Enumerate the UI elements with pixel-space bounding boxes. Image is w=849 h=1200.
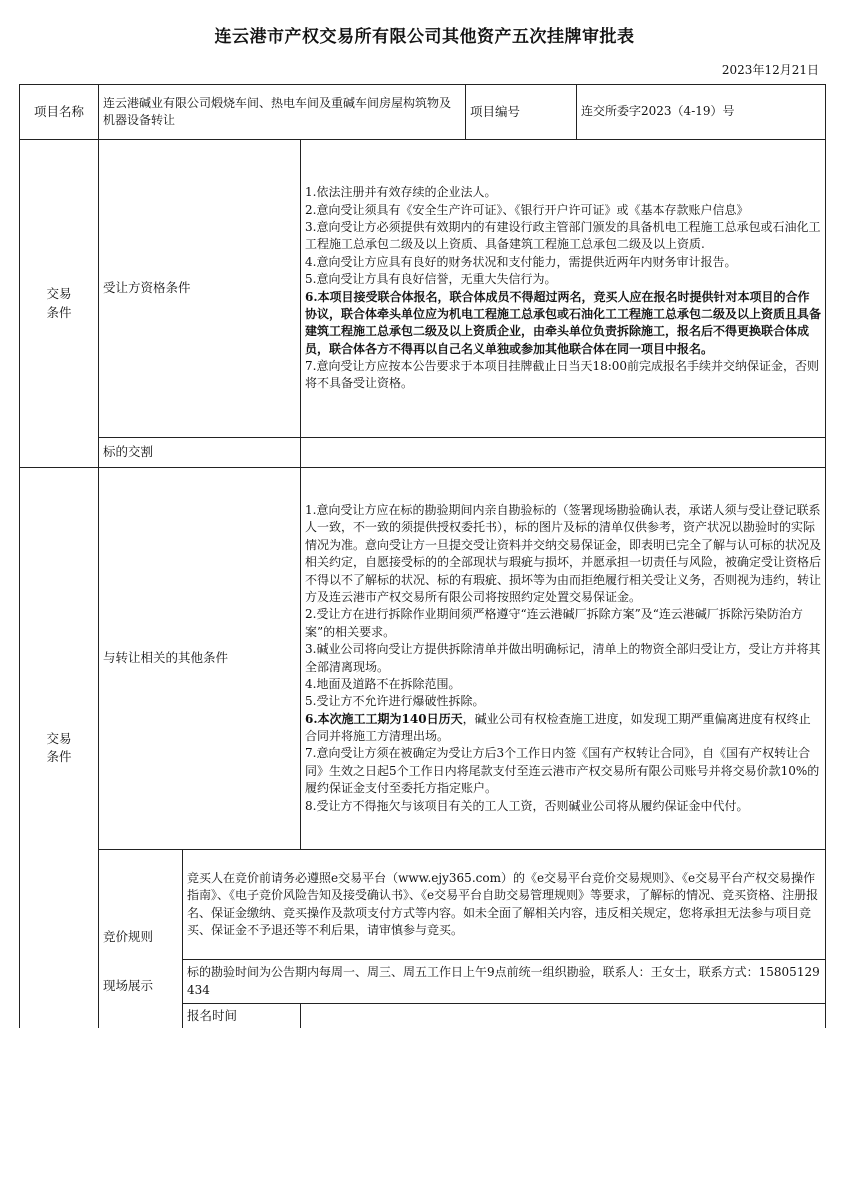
project-header-row <box>20 85 826 140</box>
qualification-item: 2.意向受让须具有《安全生产许可证》、《银行开户许可证》或《基本存款账户信息》 <box>305 202 749 217</box>
section2-label <box>20 468 99 1029</box>
condition-item: 5.受让方不允许进行爆破性拆除。 <box>305 694 485 709</box>
document-title: 连云港市产权交易所有限公司其他资产五次挂牌审批表 <box>214 27 635 47</box>
qualification-list <box>301 140 826 438</box>
signup-label: 报名时间 <box>183 1004 301 1029</box>
condition-item: 4.地面及道路不在拆除范围。 <box>305 676 461 691</box>
condition-item: 2.受让方在进行拆除作业期间须严格遵守“连云港碱厂拆除方案”及“连云港碱厂拆除污染防治方案”的相关要求。 <box>305 607 803 639</box>
section2-label-line2: 条件 <box>46 749 72 765</box>
split-value <box>301 438 826 468</box>
project-name-value: 连云港碱业有限公司煅烧车间、热电车间及重碱车间房屋构筑物及机器设备转让 <box>99 85 466 140</box>
qualification-item: 7.意向受让方应按本公告要求于本项目挂牌截止日当天18:00前完成报名手续并交纳保证金，否则将不具备受让资格。 <box>305 359 820 391</box>
condition-item <box>305 711 821 746</box>
qualification-item: 3.意向受让方必须提供有效期内的有建设行政主管部门颁发的具备机电工程施工总承包或石油化工工程施工总承包二级及以上资质、具备建筑工程施工总承包二级及以上资质. <box>305 219 821 252</box>
condition-item: 1.意向受让方应在标的勘验期间内亲自勘验标的（签署现场勘验确认表，承诺人须与受让登记联系人一致，不一致的须提供授权委托书），标的图片及标的清单仅供参考，资产状况以勘验时的实际情况为准。意向受让方一旦提交受让资料并交纳交易保证金，即表明已完全了解与认可标的状况及相关约定，自愿接受标的的全部现状与瑕疵与损坏，并愿承担一切责任与风险，被确定受让资格后不得以不了解标的状况、标的有瑕疵、损坏等为由而拒绝履行相关受让义务，否则视为违约，转让方及连云港市产权交易所有限公司将按照约定处置交易保证金。 <box>305 502 822 604</box>
section2-label-line1: 交易 <box>46 730 72 746</box>
section1-label-line2: 条件 <box>46 304 72 320</box>
site-display-label: 现场展示 <box>103 978 154 993</box>
project-no-label: 项目编号 <box>466 85 577 140</box>
condition-item6-rest: ，碱业公司有权检查施工进度，如发现工期严重偏离进度有权终止合同并将施工方清理出场。 <box>305 711 811 744</box>
other-conditions-list <box>301 468 826 850</box>
bidding-label: 竞价规则 <box>103 929 154 944</box>
condition-item: 8.受让方不得拖欠与该项目有关的工人工资，否则碱业公司将从履约保证金中代付。 <box>305 798 749 813</box>
qualification-label: 受让方资格条件 <box>99 140 301 438</box>
condition-item6-bold: 6.本次施工工期为140日历天 <box>305 711 463 726</box>
bidding-value: 竞买人在竞价前请务必遵照e交易平台（www.ejy365.com）的《e交易平台竞价交易规则》、《e交易平台产权交易操作指南》、《电子竞价风险告知及接受确认书》、《e交易平台自助交易管理规则》等要求，了解标的情况、竞买资格、注册报名、保证金缴纳、竞买操作及款项支付方式等内容。如未全面了解相关内容，违反相关规定，您将承担无法参与项目竞买、保证金不予退还等不利后果，请审慎参与竞买。 <box>183 850 826 960</box>
site-display-value: 标的勘验时间为公告期内每周一、周三、周五工作日上午9点前统一组织勘验，联系人：王女士，联系方式：15805129434 <box>183 960 826 1004</box>
section1-label <box>20 140 99 468</box>
project-name-label: 项目名称 <box>20 85 99 140</box>
approval-form-table <box>19 84 826 1028</box>
qualification-item-bold: 6.本项目接受联合体报名，联合体成员不得超过两名，竞买人应在报名时提供针对本项目的合作协议，联合体牵头单位应为机电工程施工总承包或石油化工工程施工总承包二级及以上资质且具备建筑工程施工总承包二级及以上资质企业，由牵头单位负责拆除施工，报名后不得更换联合体成员，联合体各方不得再以自己名义单独或参加其他联合体在同一项目中报名。 <box>305 289 822 356</box>
section1-label-line1: 交易 <box>46 286 72 302</box>
signup-value <box>301 1004 826 1029</box>
document-date: 2023年12月21日 <box>721 63 819 77</box>
other-conditions-label: 与转让相关的其他条件 <box>99 468 301 850</box>
split-label: 标的交割 <box>99 438 301 468</box>
qualification-item: 1.依法注册并有效存续的企业法人。 <box>305 185 497 200</box>
qualification-item: 5.意向受让方具有良好信誉，无重大失信行为。 <box>305 272 557 287</box>
condition-item: 3.碱业公司将向受让方提供拆除清单并做出明确标记，清单上的物资全部归受让方，受让方并将其全部清离现场。 <box>305 642 821 674</box>
condition-item: 7.意向受让方须在被确定为受让方后3个工作日内签《国有产权转让合同》，自《国有产权转让合同》生效之日起5个工作日内将尾款支付至连云港市产权交易所有限公司账号并将交易价款10%的履约保证金支付至委托方指定账户。 <box>305 746 820 796</box>
section2-subcolumn <box>99 850 183 1029</box>
qualification-item: 4.意向受让方应具有良好的财务状况和支付能力，需提供近两年内财务审计报告。 <box>305 254 737 269</box>
project-no-value: 连交所委字2023（4-19）号 <box>577 85 826 140</box>
